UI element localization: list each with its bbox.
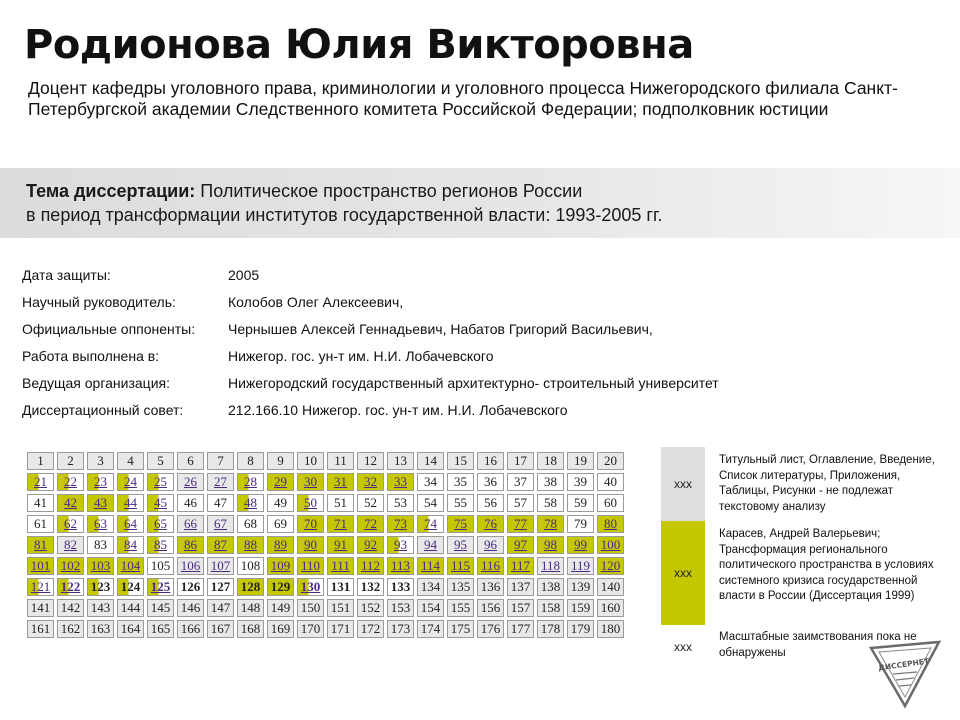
page-cell: 156 xyxy=(477,599,504,617)
page-grid-row xyxy=(27,620,624,638)
page-cell: 37 xyxy=(507,473,534,491)
page-cell[interactable]: 104 xyxy=(117,557,144,575)
page-cell[interactable]: 74 xyxy=(417,515,444,533)
page-cell[interactable]: 28 xyxy=(237,473,264,491)
page-grid-row xyxy=(27,599,624,617)
page-cell[interactable]: 67 xyxy=(207,515,234,533)
page-cell: 12 xyxy=(357,452,384,470)
page-cell[interactable]: 77 xyxy=(507,515,534,533)
page-cell: 143 xyxy=(87,599,114,617)
details-label: Научный руководитель: xyxy=(22,294,176,310)
page-cell: 59 xyxy=(567,494,594,512)
page-cell[interactable]: 73 xyxy=(387,515,414,533)
page-cell: 35 xyxy=(447,473,474,491)
page-cell: 175 xyxy=(447,620,474,638)
page-cell: 179 xyxy=(567,620,594,638)
page-cell[interactable]: 82 xyxy=(57,536,84,554)
page-cell[interactable]: 95 xyxy=(447,536,474,554)
page-cell[interactable]: 76 xyxy=(477,515,504,533)
page-cell[interactable]: 106 xyxy=(177,557,204,575)
page-cell: 123 xyxy=(87,578,114,596)
page-cell[interactable]: 113 xyxy=(387,557,414,575)
page-cell[interactable]: 70 xyxy=(297,515,324,533)
page-cell: 170 xyxy=(297,620,324,638)
page-cell[interactable]: 87 xyxy=(207,536,234,554)
page-cell: 58 xyxy=(537,494,564,512)
details-row xyxy=(22,262,922,289)
page-cell[interactable]: 75 xyxy=(447,515,474,533)
page-cell: 172 xyxy=(357,620,384,638)
page-cell: 17 xyxy=(507,452,534,470)
details-value: Нижегор. гос. ун-т им. Н.И. Лобачевского xyxy=(228,348,494,364)
page-cell[interactable]: 45 xyxy=(147,494,174,512)
page-cell[interactable]: 65 xyxy=(147,515,174,533)
page-cell: 169 xyxy=(267,620,294,638)
page-cell[interactable]: 96 xyxy=(477,536,504,554)
page-cell[interactable]: 114 xyxy=(417,557,444,575)
page-cell: 16 xyxy=(477,452,504,470)
page-cell: 126 xyxy=(177,578,204,596)
page-cell: 7 xyxy=(207,452,234,470)
page-cell: 19 xyxy=(567,452,594,470)
page-grid-row xyxy=(27,452,624,470)
page-cell: 158 xyxy=(537,599,564,617)
details-row xyxy=(22,397,922,424)
page-cell[interactable]: 88 xyxy=(237,536,264,554)
page-cell[interactable]: 21 xyxy=(27,473,54,491)
page-cell[interactable]: 97 xyxy=(507,536,534,554)
page-cell: 165 xyxy=(147,620,174,638)
page-cell: 4 xyxy=(117,452,144,470)
page-cell[interactable]: 22 xyxy=(57,473,84,491)
details-label: Официальные оппоненты: xyxy=(22,321,196,337)
page-cell[interactable]: 29 xyxy=(267,473,294,491)
page-grid xyxy=(24,449,627,641)
page-cell[interactable]: 115 xyxy=(447,557,474,575)
page-cell[interactable]: 117 xyxy=(507,557,534,575)
details-row xyxy=(22,316,922,343)
page-cell: 2 xyxy=(57,452,84,470)
page-cell: 38 xyxy=(537,473,564,491)
page-cell[interactable]: 63 xyxy=(87,515,114,533)
page-cell: 178 xyxy=(537,620,564,638)
page-cell[interactable]: 72 xyxy=(357,515,384,533)
dissertation-title-line2: в период трансформации институтов государственной власти: 1993-2005 гг. xyxy=(26,205,663,225)
page-cell[interactable]: 93 xyxy=(387,536,414,554)
details-value: 2005 xyxy=(228,267,260,283)
legend-borrowed-text: Карасев, Андрей Валерьевич; Трансформация регионального политического пространства в условиях системного кризиса государственной власти в России (Диссертация 1999) xyxy=(719,528,934,602)
page-cell: 163 xyxy=(87,620,114,638)
page-cell: 52 xyxy=(357,494,384,512)
page-cell[interactable]: 101 xyxy=(27,557,54,575)
details-label: Ведущая организация: xyxy=(22,375,170,391)
page-cell[interactable]: 64 xyxy=(117,515,144,533)
page-cell: 128 xyxy=(237,578,264,596)
page-cell[interactable]: 130 xyxy=(297,578,324,596)
dissertation-theme-band xyxy=(0,168,960,238)
page-cell: 135 xyxy=(447,578,474,596)
legend-borrowed-swatch: xxx xyxy=(661,521,705,625)
details-row xyxy=(22,289,922,316)
page-cell: 83 xyxy=(87,536,114,554)
page-cell[interactable]: 43 xyxy=(87,494,114,512)
page-cell[interactable]: 27 xyxy=(207,473,234,491)
page-cell: 150 xyxy=(297,599,324,617)
page-cell: 10 xyxy=(297,452,324,470)
page-cell: 177 xyxy=(507,620,534,638)
page-cell: 129 xyxy=(267,578,294,596)
page-cell: 68 xyxy=(237,515,264,533)
page-cell: 108 xyxy=(237,557,264,575)
page-cell: 145 xyxy=(147,599,174,617)
page-cell: 60 xyxy=(597,494,624,512)
page-cell: 173 xyxy=(387,620,414,638)
page-cell[interactable]: 84 xyxy=(117,536,144,554)
page-cell: 138 xyxy=(537,578,564,596)
page-cell: 146 xyxy=(177,599,204,617)
page-cell[interactable]: 116 xyxy=(477,557,504,575)
page-cell[interactable]: 23 xyxy=(87,473,114,491)
page-cell[interactable]: 32 xyxy=(357,473,384,491)
details-row xyxy=(22,370,922,397)
dissertation-title-line1: Политическое пространство регионов России xyxy=(200,181,583,201)
page-cell: 133 xyxy=(387,578,414,596)
page-cell: 160 xyxy=(597,599,624,617)
details-list xyxy=(22,262,922,424)
page-cell: 132 xyxy=(357,578,384,596)
page-grid-row xyxy=(27,515,624,533)
page-cell[interactable]: 119 xyxy=(567,557,594,575)
page-cell: 149 xyxy=(267,599,294,617)
page-cell: 144 xyxy=(117,599,144,617)
page-cell: 105 xyxy=(147,557,174,575)
details-value: Колобов Олег Алексеевич, xyxy=(228,294,404,310)
page-cell: 20 xyxy=(597,452,624,470)
page-cell[interactable]: 24 xyxy=(117,473,144,491)
page-cell: 148 xyxy=(237,599,264,617)
page-cell: 157 xyxy=(507,599,534,617)
page-grid-row xyxy=(27,494,624,512)
page-cell: 46 xyxy=(177,494,204,512)
page-cell: 14 xyxy=(417,452,444,470)
page-cell: 127 xyxy=(207,578,234,596)
page-cell[interactable]: 98 xyxy=(537,536,564,554)
page-cell[interactable]: 78 xyxy=(537,515,564,533)
page-cell: 57 xyxy=(507,494,534,512)
page-cell[interactable]: 85 xyxy=(147,536,174,554)
details-value: Чернышев Алексей Геннадьевич, Набатов Григорий Васильевич, xyxy=(228,321,653,337)
page-cell[interactable]: 107 xyxy=(207,557,234,575)
page-cell[interactable]: 26 xyxy=(177,473,204,491)
page-cell: 180 xyxy=(597,620,624,638)
page-cell[interactable]: 89 xyxy=(267,536,294,554)
page-cell[interactable]: 71 xyxy=(327,515,354,533)
page-cell: 140 xyxy=(597,578,624,596)
page-cell: 139 xyxy=(567,578,594,596)
page-cell[interactable]: 30 xyxy=(297,473,324,491)
stamp-text: ДИССЕРНЕТ xyxy=(877,656,930,673)
page-cell: 168 xyxy=(237,620,264,638)
page-cell: 153 xyxy=(387,599,414,617)
dissernet-stamp-icon xyxy=(865,640,945,710)
page-cell: 154 xyxy=(417,599,444,617)
page-cell: 6 xyxy=(177,452,204,470)
author-position: Доцент кафедры уголовного права, криминологии и уголовного процесса Нижегородского филиала Санкт-Петербургской академии Следственного комитета Российской Федерации; подполковник юстиции xyxy=(28,78,898,119)
page-cell[interactable]: 42 xyxy=(57,494,84,512)
page-cell[interactable]: 81 xyxy=(27,536,54,554)
page-cell[interactable]: 86 xyxy=(177,536,204,554)
page-cell[interactable]: 90 xyxy=(297,536,324,554)
page-cell: 39 xyxy=(567,473,594,491)
page-cell[interactable]: 50 xyxy=(297,494,324,512)
page-cell: 47 xyxy=(207,494,234,512)
page-cell[interactable]: 48 xyxy=(237,494,264,512)
details-label: Диссертационный совет: xyxy=(22,402,184,418)
dissertation-theme-label: Тема диссертации: xyxy=(26,181,196,201)
page-cell[interactable]: 103 xyxy=(87,557,114,575)
page-cell: 134 xyxy=(417,578,444,596)
page-cell: 8 xyxy=(237,452,264,470)
page-cell: 151 xyxy=(327,599,354,617)
page-cell[interactable]: 118 xyxy=(537,557,564,575)
details-label: Работа выполнена в: xyxy=(22,348,160,364)
page-cell[interactable]: 92 xyxy=(357,536,384,554)
page-cell[interactable]: 120 xyxy=(597,557,624,575)
page-cell: 49 xyxy=(267,494,294,512)
page-grid-row xyxy=(27,536,624,554)
page-cell: 171 xyxy=(327,620,354,638)
page-cell: 142 xyxy=(57,599,84,617)
page-cell: 40 xyxy=(597,473,624,491)
page-cell: 54 xyxy=(417,494,444,512)
page-cell[interactable]: 111 xyxy=(327,557,354,575)
page-cell: 11 xyxy=(327,452,354,470)
page-cell: 161 xyxy=(27,620,54,638)
page-cell: 41 xyxy=(27,494,54,512)
page-cell: 18 xyxy=(537,452,564,470)
details-label: Дата защиты: xyxy=(22,267,111,283)
page-cell: 9 xyxy=(267,452,294,470)
legend-clean-text: Масштабные заимствования пока не обнаружены xyxy=(719,631,917,659)
page-cell: 159 xyxy=(567,599,594,617)
page-cell: 69 xyxy=(267,515,294,533)
page-cell[interactable]: 33 xyxy=(387,473,414,491)
page-cell: 164 xyxy=(117,620,144,638)
page-cell: 166 xyxy=(177,620,204,638)
legend-title-text: Титульный лист, Оглавление, Введение, Список литературы, Приложения, Таблицы, Рисунки - не подлежат текстовому анализу xyxy=(719,454,935,513)
page-cell: 147 xyxy=(207,599,234,617)
page-cell[interactable]: 62 xyxy=(57,515,84,533)
page-cell[interactable]: 31 xyxy=(327,473,354,491)
page-cell: 124 xyxy=(117,578,144,596)
page-cell: 5 xyxy=(147,452,174,470)
page-cell: 15 xyxy=(447,452,474,470)
page-cell: 155 xyxy=(447,599,474,617)
page-grid-row xyxy=(27,473,624,491)
page-cell[interactable]: 100 xyxy=(597,536,624,554)
page-cell: 13 xyxy=(387,452,414,470)
page-cell: 131 xyxy=(327,578,354,596)
page-cell[interactable]: 121 xyxy=(27,578,54,596)
page-cell: 136 xyxy=(477,578,504,596)
page-cell[interactable]: 91 xyxy=(327,536,354,554)
page-cell[interactable]: 122 xyxy=(57,578,84,596)
page-cell[interactable]: 110 xyxy=(297,557,324,575)
page-cell: 51 xyxy=(327,494,354,512)
page-cell: 34 xyxy=(417,473,444,491)
page-cell: 79 xyxy=(567,515,594,533)
page-cell: 61 xyxy=(27,515,54,533)
page-cell: 56 xyxy=(477,494,504,512)
page-cell[interactable]: 94 xyxy=(417,536,444,554)
page-cell[interactable]: 109 xyxy=(267,557,294,575)
details-value: 212.166.10 Нижегор. гос. ун-т им. Н.И. Лобачевского xyxy=(228,402,568,418)
page-cell: 36 xyxy=(477,473,504,491)
page-cell: 3 xyxy=(87,452,114,470)
page-cell: 167 xyxy=(207,620,234,638)
page-cell: 141 xyxy=(27,599,54,617)
author-name: Родионова Юлия Викторовна xyxy=(24,22,694,68)
page-cell[interactable]: 80 xyxy=(597,515,624,533)
page-cell: 174 xyxy=(417,620,444,638)
details-row xyxy=(22,343,922,370)
page-cell[interactable]: 125 xyxy=(147,578,174,596)
page-cell: 176 xyxy=(477,620,504,638)
page-cell: 137 xyxy=(507,578,534,596)
page-cell[interactable]: 66 xyxy=(177,515,204,533)
page-grid-row xyxy=(27,557,624,575)
page-cell: 162 xyxy=(57,620,84,638)
page-cell: 152 xyxy=(357,599,384,617)
page-cell[interactable]: 25 xyxy=(147,473,174,491)
dissertation-theme xyxy=(26,179,926,227)
page-cell[interactable]: 44 xyxy=(117,494,144,512)
page-cell: 53 xyxy=(387,494,414,512)
page-cell: 1 xyxy=(27,452,54,470)
details-value: Нижегородский государственный архитектурно- строительный университет xyxy=(228,375,719,391)
page-cell[interactable]: 112 xyxy=(357,557,384,575)
page-cell[interactable]: 99 xyxy=(567,536,594,554)
page-grid-row xyxy=(27,578,624,596)
page-cell[interactable]: 102 xyxy=(57,557,84,575)
legend-clean-swatch: xxx xyxy=(661,625,705,669)
page-cell: 55 xyxy=(447,494,474,512)
legend-title-swatch: xxx xyxy=(661,447,705,521)
